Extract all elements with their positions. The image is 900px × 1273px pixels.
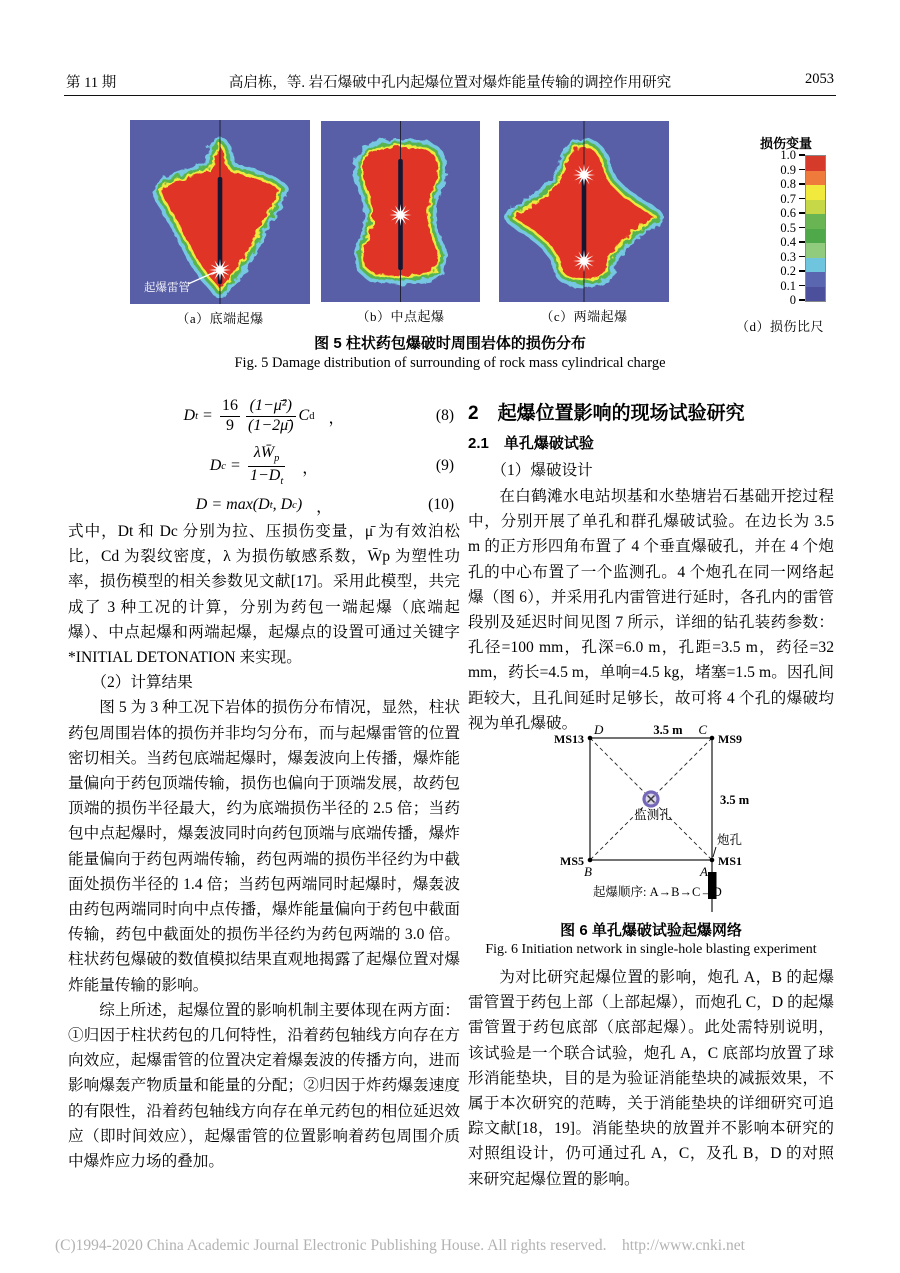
- colorbar-tick-label: 0.7: [780, 192, 805, 206]
- colorbar-gradient: [805, 155, 826, 302]
- section-2-1-heading: 2.1 单孔爆破试验: [468, 435, 594, 452]
- ms13-label: MS13: [554, 732, 584, 746]
- left-para-summary: 综上所述，起爆位置的影响机制主要体现在两方面：①归因于柱状药包的几何特性，沿着药包轴线方向存在方向效应，起爆雷管的位置决定着爆轰波的传播方向，进而影响爆轰产物质量和能量的分配；②归因于炸药爆轰速度的有限性，沿着药包轴线方向存在单元药包的相位延迟效应（即时间效应），起爆雷管的位置影响着药包周围介质中爆炸应力场的叠加。: [68, 1001, 460, 1171]
- blast-design-item: （1）爆破设计: [491, 462, 593, 479]
- damage-plot-midpoint-initiation: [321, 121, 480, 302]
- header-running-title: 高启栋，等. 岩石爆破中孔内起爆位置对爆炸能量传输的调控作用研究: [228, 75, 672, 91]
- corner-label-c: C: [698, 722, 707, 737]
- figure5-caption-en: Fig. 5 Damage distribution of surrounding of rock mass cylindrical charge: [234, 355, 666, 371]
- eq9-frac: $\frac{\lambda W̄_p}{1-D_t}$: [249, 444, 284, 487]
- monitor-hole-label: 监测孔: [634, 808, 672, 822]
- dimension-top: 3.5 m: [653, 723, 683, 737]
- eq9-number: (9): [435, 457, 454, 474]
- eq10-comma: ，: [316, 498, 333, 516]
- colorbar-tick-label: 1.0: [780, 148, 805, 162]
- eq8-tail: C: [298, 407, 310, 424]
- eq10-number: (10): [428, 496, 454, 513]
- eq9-lhs: D: [209, 457, 222, 474]
- right-para-blast-design: 在白鹤滩水电站坝基和水垫塘岩石基础开挖过程中，分别开展了单孔和群孔爆破试验。在边长为 3.5 m 的正方形四角布置了 4 个垂直爆破孔，并在 4 个炮孔的中心布置了一个监测孔。4 个炮孔在同一网络起爆（图 6），并采用孔内雷管进行延时，各孔内的雷管段别及延迟时间见图 7 所示，详细的钻孔装药参数：孔径=100 mm，孔深=6.0 m，孔距=3.5 m，药径=32 mm，药长=4.5 m，单响=4.5 kg，堵塞=1.5 m。因孔间距较大，且孔间延时足够长，故可将 4 个孔的爆破均视为单孔爆破。: [468, 488, 834, 732]
- left-para-results: 图 5 为 3 种工况下岩体的损伤分布情况，显然，柱状药包周围岩体的损伤并非均匀分布，而与起爆雷管的位置密切相关。当药包底端起爆时，爆轰波向上传播，爆炸能量偏向于药包顶端传输，损伤也偏向于顶端发展，故药包顶端的损伤半径最大，约为底端损伤半径的 2.5 倍；当药包中点起爆时，爆轰波同时向药包顶端与底端传播，爆炸能量偏向于药包两端传输，药包两端的损伤半径约为中截面处损伤半径的 1.4 倍；当药包两端同时起爆时，爆轰波由药包两端同时向中点传播，爆炸能量偏向于药包中截面传输，药包中截面处的损伤半径约为药包两端的 3.0 倍。柱状药包爆破的数值模拟结果直观地揭露了起爆位置对爆炸能量传输的影响。: [68, 699, 460, 994]
- colorbar-segment: [806, 156, 825, 171]
- eq9-comma: ，: [302, 459, 319, 477]
- header-page-number: 2053: [805, 71, 834, 87]
- colorbar-tick-label: 0.8: [780, 177, 805, 191]
- colorbar-tick-label: 0.5: [780, 221, 805, 235]
- corner-label-a: A: [700, 864, 708, 879]
- colorbar-segment: [806, 258, 825, 273]
- colorbar-tick-label: 0.2: [780, 264, 805, 278]
- figure5-colorbar: [688, 133, 826, 335]
- eq8-tail-sub: d: [309, 410, 315, 422]
- colorbar-segment: [806, 171, 825, 186]
- eq10-s2: c: [292, 499, 297, 511]
- eq10-s1: t: [269, 499, 273, 511]
- figure5-panel-b: [321, 121, 480, 325]
- ms1-label: MS1: [718, 854, 742, 868]
- equation-8: [70, 390, 458, 442]
- colorbar-ticks: [769, 148, 805, 307]
- eq8-frac1: $\frac{16}{9}$: [222, 397, 239, 434]
- left-para-model-params: 式中，Dt 和 Dc 分别为拉、压损伤变量，μ̄ 为有效泊松比，Cd 为裂纹密度，λ 为损伤敏感系数，W̄p 为塑性功率，损伤模型的相关参数见文献[17]。采用此模型，共完成了 3 种工况的计算，分别为药包一端起爆（底端起爆）、中点起爆和两端起爆，起爆点的设置可通过关键字*INITIAL DETONATION 来实现。: [68, 523, 460, 667]
- eq8-number: (8): [435, 407, 454, 424]
- ms5-label: MS5: [560, 854, 584, 868]
- panel-c-label: （c）两端起爆: [540, 309, 628, 324]
- colorbar-tick-label: 0: [790, 293, 805, 307]
- damage-plot-bottom-initiation: [130, 120, 310, 304]
- colorbar-title: 损伤变量: [759, 136, 812, 151]
- hole-d-dot: [588, 736, 593, 741]
- right-para-comparison: 为对比研究起爆位置的影响，炮孔 A，B 的起爆雷管置于药包上部（上部起爆），而炮孔 C，D 的起爆雷管置于药包底部（底部起爆）。此处需特别说明，该试验是一个联合试验，炮孔 A，C 底部均放置了球形消能垫块，目的是为验证消能垫块的减振效果，不属于本次研究的范畴，关于消能垫块的详细研究可追踪文献[18，19]。消能垫块的放置并不影响本研究的对照组设计，仍可通过孔 A，C，及孔 B，D 的对照来研究起爆位置的影响。: [468, 969, 834, 1188]
- colorbar-tick-label: 0.1: [780, 279, 805, 293]
- equation-9: [70, 442, 458, 490]
- eq8-equals: =: [203, 407, 213, 424]
- colorbar-segment: [806, 243, 825, 258]
- figure6-diagram: [498, 722, 838, 918]
- colorbar-tick-label: 0.6: [780, 206, 805, 220]
- blasthole-label: 炮孔: [717, 833, 743, 847]
- footer-copyright: (C)1994-2020 China Academic Journal Electronic Publishing House. All rights reserved. http://www.cnki.net: [55, 1237, 745, 1254]
- damage-plot-both-ends-initiation: [499, 121, 669, 302]
- right-column-para2-wrap: [468, 965, 834, 1192]
- ms9-label: MS9: [718, 732, 742, 746]
- colorbar-segment: [806, 272, 825, 287]
- eq10-p3: ): [296, 496, 303, 513]
- section-2-heading: 2 起爆位置影响的现场试验研究: [468, 403, 745, 424]
- panel-a-label: （a）底端起爆: [176, 311, 264, 326]
- left-column: [68, 519, 460, 1174]
- panel-b-label: （b）中点起爆: [356, 309, 445, 324]
- figure6-caption-cn: 图 6 单孔爆破试验起爆网络: [560, 922, 742, 939]
- eq8-frac2: $\frac{\text{(1−μ̄²)}}{(1-2\mū)}$: [248, 397, 294, 434]
- equation-10: [70, 492, 458, 518]
- colorbar-segment: [806, 200, 825, 215]
- figure6-caption-en: Fig. 6 Initiation network in single-hole blasting experiment: [485, 942, 817, 957]
- colorbar-segment: [806, 185, 825, 200]
- blasthole-leader-line: [713, 847, 716, 857]
- figure5-caption-cn: 图 5 柱状药包爆破时周围岩体的损伤分布: [314, 335, 586, 352]
- dimension-right: 3.5 m: [720, 793, 750, 807]
- header-issue: 第 11 期: [66, 75, 117, 91]
- eq8-lhs: D: [183, 407, 196, 424]
- corner-label-d: D: [594, 722, 604, 737]
- hole-c-dot: [710, 736, 715, 741]
- right-column-para1-wrap: [468, 484, 834, 736]
- eq10-p2: , D: [272, 496, 293, 513]
- eq10-p1: D = max(D: [195, 496, 270, 513]
- detonator-annotation: 起爆雷管: [144, 282, 190, 294]
- figure5-panel-a: [130, 120, 310, 327]
- panel-d-label: （d）损伤比尺: [735, 319, 824, 334]
- eq8-comma: ，: [328, 409, 345, 427]
- colorbar-segment: [806, 287, 825, 302]
- colorbar-segment: [806, 229, 825, 244]
- figure5-panel-c: [499, 121, 669, 325]
- eq8-lhs-sub: t: [195, 410, 199, 422]
- initiation-order-label: 起爆顺序: A→B→C→D: [593, 885, 722, 899]
- eq9-lhs-sub: c: [221, 460, 226, 472]
- corner-label-b: B: [584, 864, 592, 879]
- eq9-equals: =: [230, 457, 240, 474]
- hole-b-dot: [588, 858, 593, 863]
- colorbar-tick-label: 0.4: [780, 235, 805, 249]
- header-rule: [64, 95, 836, 96]
- colorbar-tick-label: 0.3: [780, 250, 805, 264]
- colorbar-tick-label: 0.9: [780, 163, 805, 177]
- colorbar-segment: [806, 214, 825, 229]
- left-head-results: （2）计算结果: [91, 674, 193, 692]
